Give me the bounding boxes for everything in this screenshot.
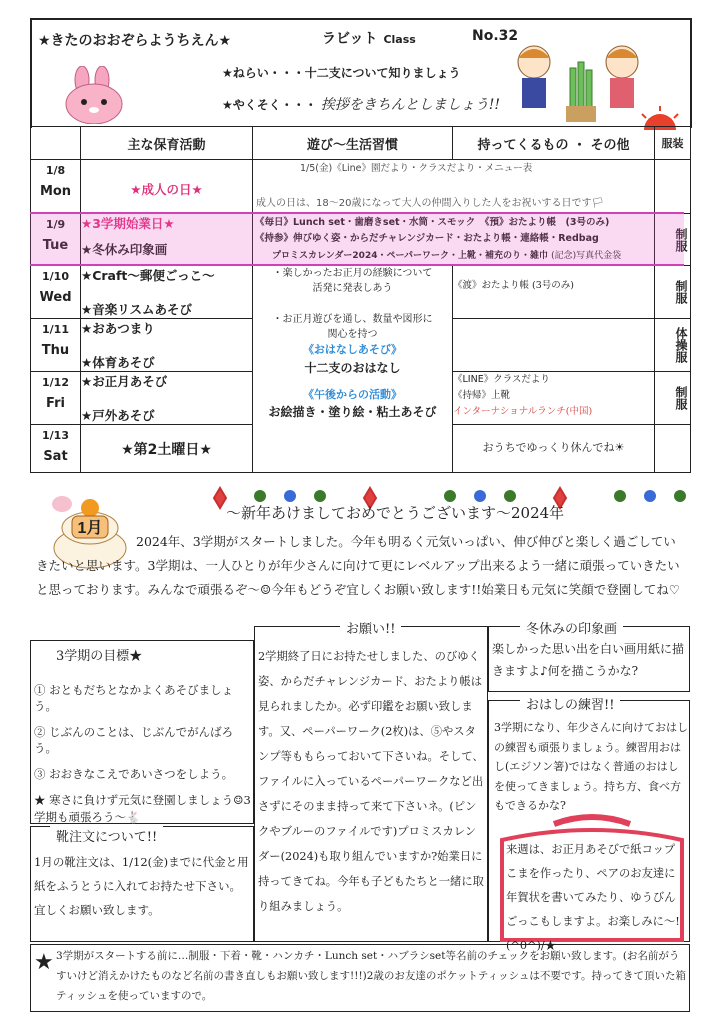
goal-item: ② じぶんのことは、じぶんでがんばろう。 (34, 725, 234, 756)
request-text: 2学期終了日にお持たせしました、のびゆく姿、からだチャレンジカード、おたより帳は見られましたか。必ず印鑑をお願い致します。又、ペーパーワーク(2枚)は、⑤やスタンプ等ももらっておいて下さいね。そして、ファイルに入っているペーパーワークなど出さずにそのまま持って来て下さいネ。(ピンクやブルーのファイルです)プロミスカレンダー(2024)も取り組んでいますか?始業日に持ってきてね。今年も子どもたちと一緒に取り組みましょう。 (258, 650, 484, 913)
tue-daily-items: 《毎日》Lunch set・歯磨きset・水筒・スモック 《預》おたより帳 (3号のみ) (255, 217, 610, 228)
promise-text (222, 94, 500, 114)
day-thu: 1/11 Thu (31, 319, 81, 372)
col-header-clothes: 服装 (655, 127, 691, 160)
goal-item: ③ おおきなこえであいさつをしよう。 (34, 767, 234, 782)
day-sat: 1/13 Sat (31, 425, 81, 473)
bunny-illustration (62, 66, 126, 124)
day-mon: 1/8 Mon (31, 160, 81, 214)
new-year-intro: 2024年、3学期がスタートしました。今年も明るく元気いっぱい、伸び伸びと楽しく過ごしていきたいと思います。3学期は、一人ひとりが年少さんに向けて更にレベルアップ出来るよう一緒に頑張っていきたいと思っております。みんなで頑張るぞ～☺今年もどうぞ宜しくお願い致します!!始業日も元気に笑顔で登園してね♡ (36, 534, 680, 597)
col-header-play: 遊び～生活習慣 (253, 127, 453, 160)
clothes-tue: 制服 (655, 214, 691, 266)
promise-prefix: ★やくそく・・・ (222, 98, 317, 112)
goal-item: ★ 寒さに負けず元気に登園しましょう☺3学期も頑張ろう～🐇 (34, 793, 251, 824)
corner-cell (31, 127, 81, 160)
play-cell (253, 266, 453, 473)
star-icon: ★ (34, 950, 54, 975)
goals-title: 3学期の目標★ (50, 645, 148, 664)
kids-kadomatsu-illustration (504, 40, 654, 126)
play-line-3: ・お正月遊びを通し、数量や図形に (272, 314, 433, 325)
col-header-bring: 持ってくるもの ・ その他 (453, 127, 655, 160)
story-title: 《おはなしあそび》 (302, 343, 403, 356)
play-line-1: ・楽しかったお正月の経験について (272, 268, 433, 279)
clothes-mon (655, 160, 691, 214)
bring-thu (453, 319, 655, 372)
school-name: ★きたのおおぞらようちえん★ (38, 33, 232, 49)
weekly-schedule-table (30, 126, 691, 473)
header (30, 18, 692, 128)
shoes-title: 靴注文について!! (50, 826, 163, 845)
mon-line-notice: 1/5(金)《Line》園だより・クラスだより・メニュー表 (300, 163, 533, 174)
day-fri: 1/12 Fri (31, 372, 81, 425)
next-week-text: 来週は、お正月あそびで紙コップこまを作ったり、ペアのお友達に年賀状を書いてみたり、ゆうびんごっこもしますよ。お楽しみに～!(^0^)/★ (506, 843, 680, 952)
activity-thu: ★おあつまり ★体育あそび (81, 319, 253, 372)
new-year-greeting: ～新年あけましておめでとうございます～2024年 (226, 504, 565, 522)
activity-fri: ★お正月あそび ★戸外あそび (81, 372, 253, 425)
clothes-wed: 制服 (655, 266, 691, 319)
goal-item: ① おともだちとなかよくあそびましょう。 (34, 683, 234, 714)
issue-number: No.32 (472, 28, 519, 44)
month-badge-text: 1月 (77, 520, 103, 537)
tue-bring-items-2: プロミスカレンダー2024・ペーパーワーク・上靴・補充のり・雑巾 (記念)写真代金袋 (272, 251, 622, 261)
bring-sat: おうちでゆっくり休んでね☀ (453, 425, 655, 473)
afternoon-title: 《午後からの活動》 (303, 387, 402, 401)
winter-title: 冬休みの印象画 (520, 618, 623, 637)
clothes-thu: 体操服 (655, 319, 691, 372)
activity-sat: ★第2土曜日★ (81, 425, 253, 473)
aim-text: ★ねらい・・・十二支について知りましょう (222, 66, 461, 80)
bring-fri: 《LINE》クラスだより 《持帰》上靴 インターナショナルランチ(中国) (453, 372, 655, 425)
class-title: ラビット (322, 31, 378, 47)
goals-list (34, 682, 254, 835)
winter-text: 楽しかった思い出を白い画用紙に描きますよ♪何を描こうかな? (492, 642, 685, 678)
afternoon-text: お絵描き・塗り絵・粘土あそび (268, 405, 437, 419)
story-text: 十二支のおはなし (304, 360, 401, 375)
shoes-text: 1月の靴注文は、1/12(金)までに代金と用紙をふうとうに入れてお持たせ下さい。宜しくお願い致します。 (34, 855, 249, 917)
activity-wed: ★Craft～郵便ごっこ～ ★音楽リスムあそび (81, 266, 253, 319)
table-row-wed (31, 266, 691, 319)
activity-tue: ★3学期始業日★ ★冬休み印象画 (81, 214, 253, 266)
day-wed: 1/10 Wed (31, 266, 81, 319)
class-name (322, 28, 416, 48)
activity-mon: ★成人の日★ (81, 160, 253, 214)
col-header-activities: 主な保育活動 (81, 127, 253, 160)
class-label: Class (383, 33, 416, 46)
clothes-sat (655, 425, 691, 473)
chopsticks-title: おはしの練習!! (520, 694, 620, 713)
tue-bring-items: 《持参》伸びゆく姿・からだチャレンジカード・おたより帳・連絡帳・Redbag (255, 233, 599, 244)
clothes-fri: 制服 (655, 372, 691, 425)
chopsticks-text: 3学期になり、年少さんに向けておはしの練習も頑張りましょう。練習用おはし(エジソン箸)ではなく普通のおはしを使ってきましょう。持ち方、食べ方もできるかな? (494, 721, 688, 812)
bring-wed: 《渡》おたより帳 (3号のみ) (453, 266, 655, 319)
footer-text: 3学期がスタートする前に…制服・下着・靴・ハンカチ・Lunch set・ハブラシset等名前のチェックをお願い致します。(お名前がうすいけど消えかけたものなど名前の書き直しもお願い致します!!!)2歳のお友達のポケットティッシュは不要です。持ってきて頂いた箱ティッシュを使っていますので。 (56, 950, 687, 1002)
request-title: お願い!! (340, 618, 401, 637)
play-line-2: 活発に発表しあう (312, 283, 393, 294)
play-line-4: 関心を持つ (327, 329, 378, 340)
day-tue: 1/9 Tue (31, 214, 81, 266)
promise-handwritten: 挨拶をきちんとしましょう!! (320, 97, 501, 113)
mon-adult-day-note: 成人の日は、18～20歳になって大人の仲間入りした人をお祝いする日です🏳 (256, 198, 605, 209)
